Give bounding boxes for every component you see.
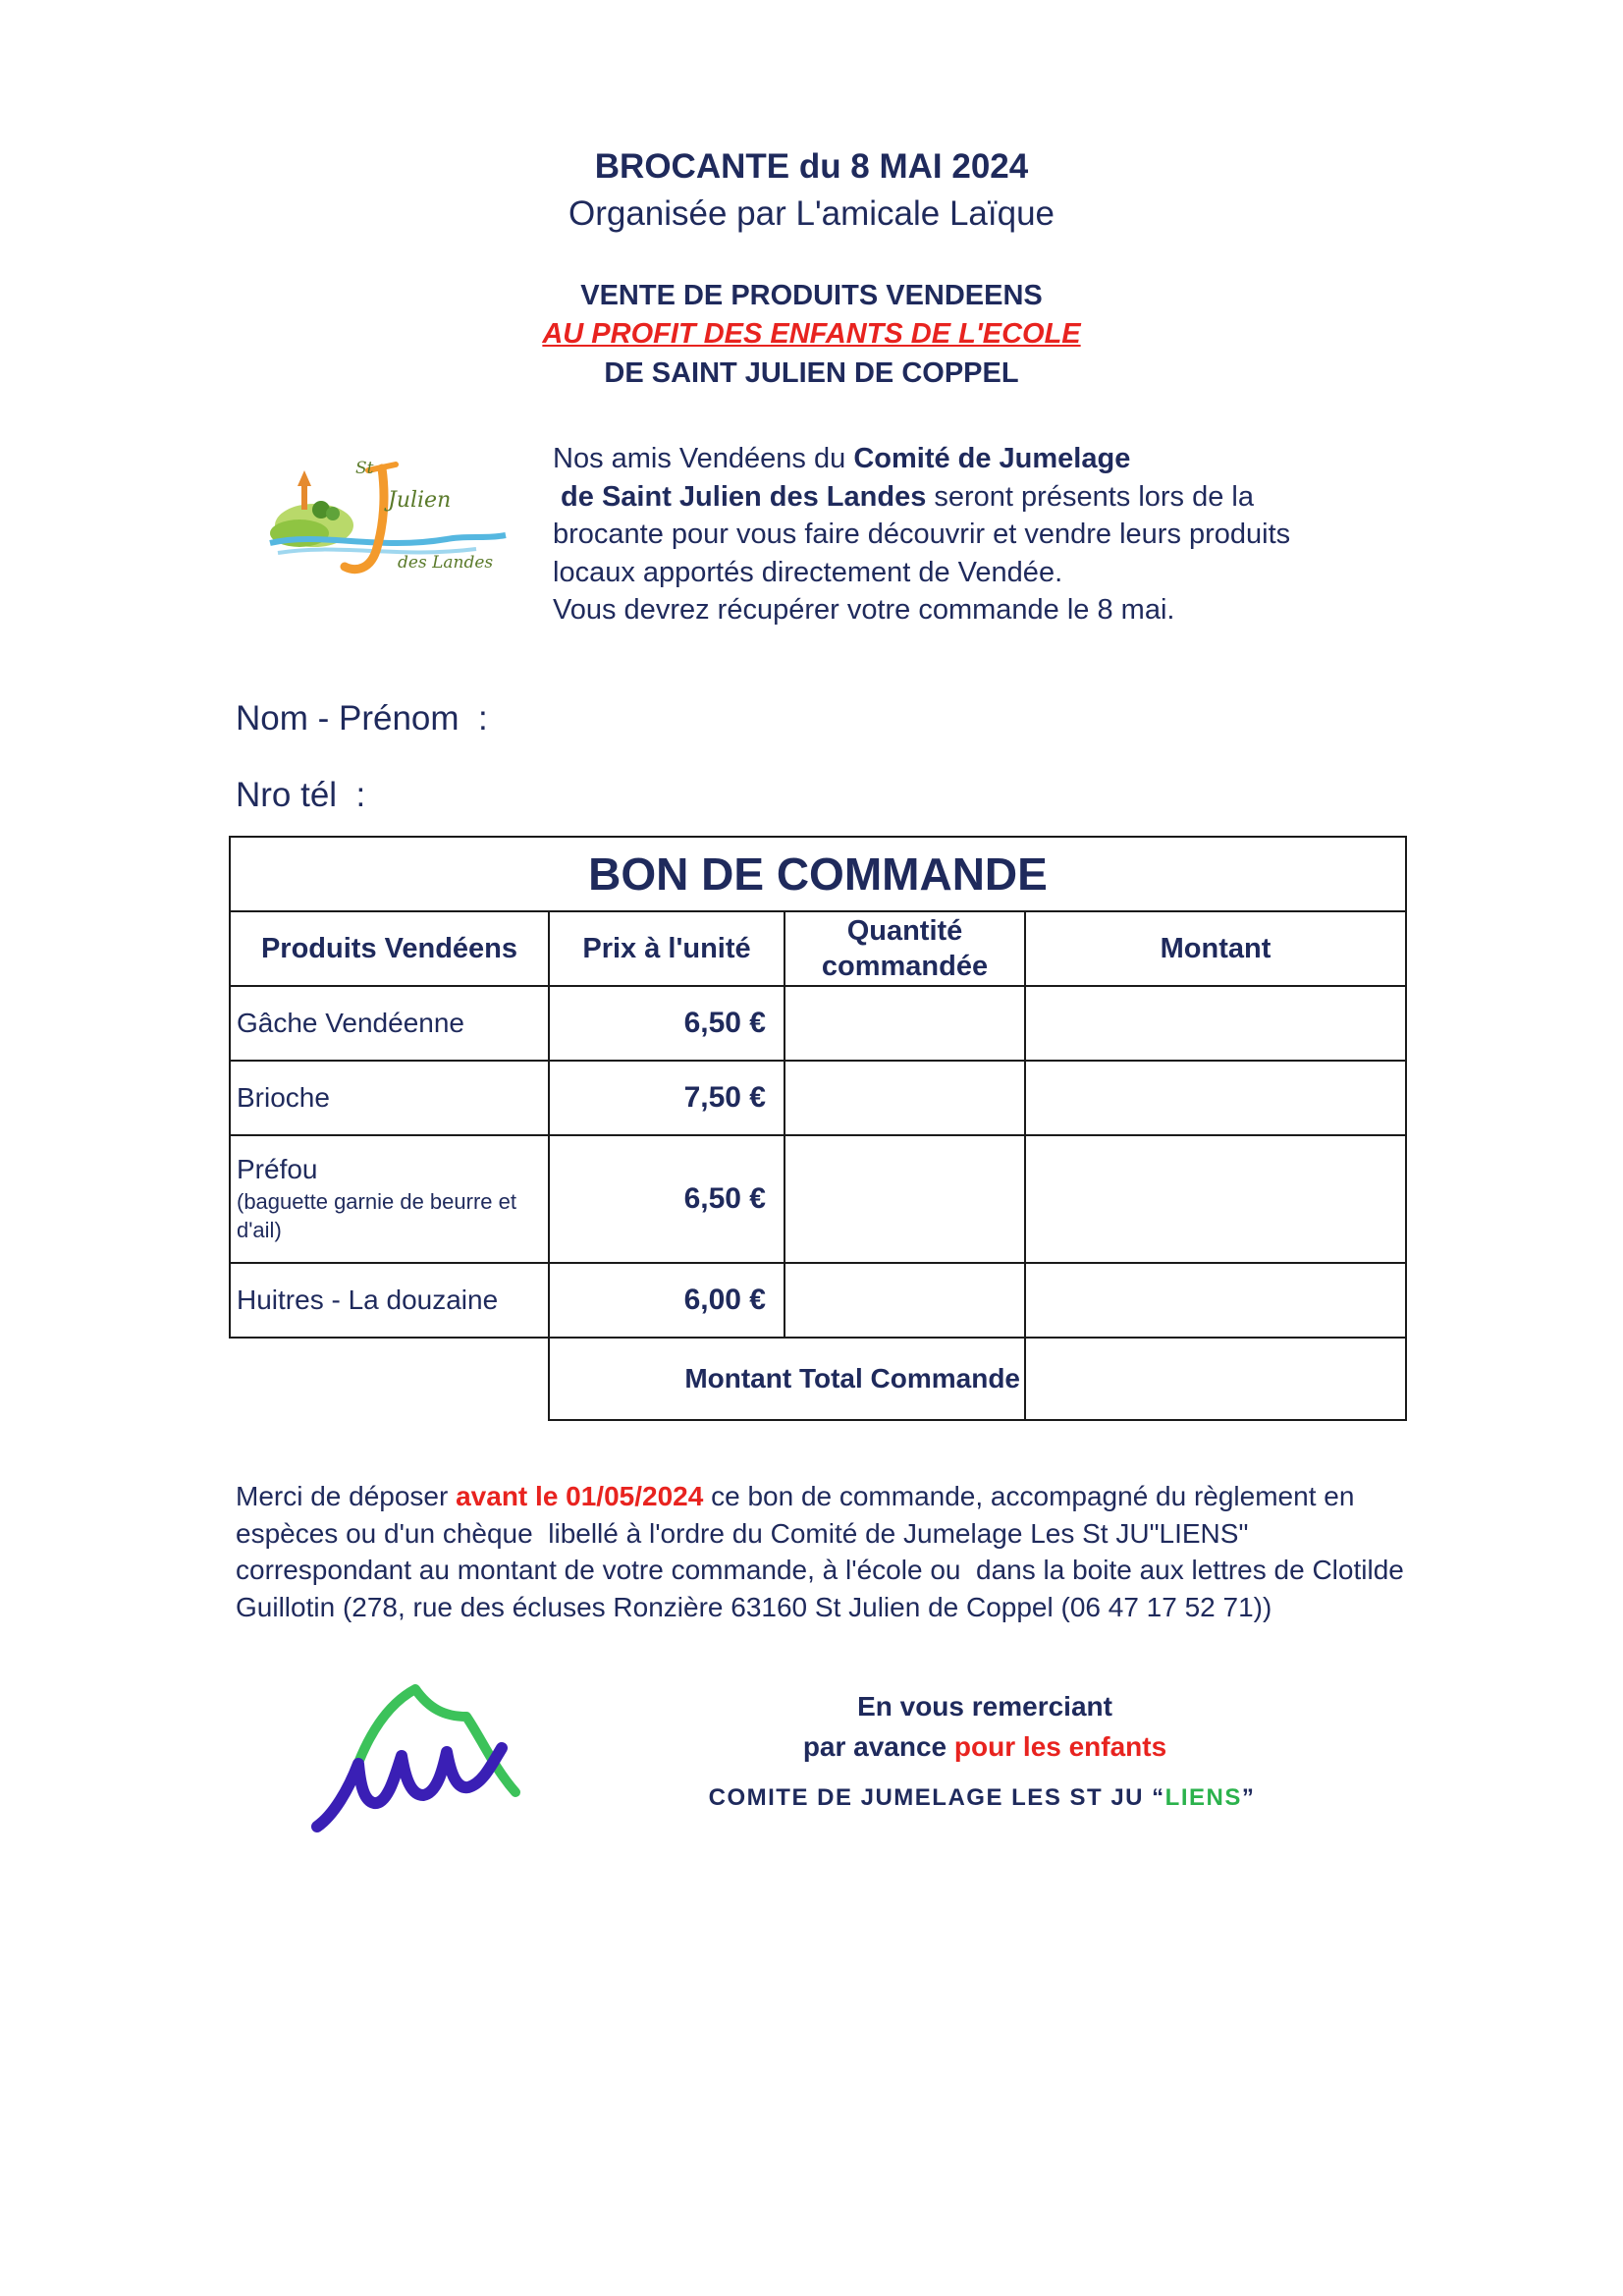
comite-text: COMITE DE JUMELAGE LES ST JU “: [708, 1784, 1165, 1811]
comite-signature: [609, 1784, 1355, 1812]
instructions-paragraph: [236, 1478, 1414, 1625]
order-header-row: [230, 911, 1406, 986]
intro-text: Nos amis Vendéens du: [553, 443, 854, 474]
product-detail: (baguette garnie de beurre et d'ail): [237, 1189, 516, 1242]
total-amount-cell[interactable]: [1025, 1338, 1406, 1420]
thanks-emphasis: pour les enfants: [953, 1731, 1167, 1762]
deadline-date: avant le 01/05/2024: [456, 1481, 704, 1511]
logo-text-landes: des Landes: [398, 553, 494, 573]
profit-line: AU PROFIT DES ENFANTS DE L'ECOLE: [542, 318, 1081, 350]
table-row: [230, 1135, 1406, 1263]
intro-line-4: locaux apportés directement de Vendée.: [553, 556, 1063, 588]
order-form-title-row: [230, 837, 1406, 911]
logo-text-julien: Julien: [388, 488, 452, 513]
col-header-quantity: [784, 911, 1025, 986]
col-header-product: Produits Vendéens: [230, 911, 549, 986]
comite-liens: LIENS: [1164, 1784, 1242, 1811]
intro-line-5: Vous devrez récupérer votre commande le 8 mai.: [553, 594, 1175, 626]
col-header-amount: Montant: [1025, 911, 1406, 986]
amount-cell[interactable]: [1025, 986, 1406, 1061]
comite-jumelage-logo: [309, 1679, 525, 1836]
unit-price: 6,50 €: [549, 1135, 784, 1263]
comite-quote: ”: [1241, 1784, 1256, 1811]
unit-price: 6,00 €: [549, 1263, 784, 1338]
col-header-quantity-line2: commandée: [821, 951, 989, 982]
col-header-price: Prix à l'unité: [549, 911, 784, 986]
school-line: DE SAINT JULIEN DE COPPEL: [604, 357, 1019, 389]
thanks-text: par avance: [802, 1731, 954, 1762]
name-field-label: Nom - Prénom :: [236, 699, 488, 738]
organizer-line: Organisée par L'amicale Laïque: [568, 194, 1055, 233]
amount-cell[interactable]: [1025, 1263, 1406, 1338]
total-row-spacer: [230, 1338, 549, 1420]
product-name: Gâche Vendéenne: [230, 986, 549, 1061]
thanks-line-2: [690, 1731, 1279, 1763]
quantity-cell[interactable]: [784, 1135, 1025, 1263]
instructions-text: ce bon de commande, accompagné du règlement en espèces ou d'un chèque libellé à l'ordre du Comité de Jumelage Les St JU"LIENS" correspondant au montant de votre commande, à l'école ou dans la boite aux lettres de Clotilde Guillotin (278, rue des écluses Ronzière 63160 St Julien de Coppel (06 47 17 52 71)): [236, 1481, 1412, 1622]
product-name: Brioche: [230, 1061, 549, 1135]
thanks-line-1: En vous remerciant: [857, 1691, 1112, 1722]
intro-paragraph: [553, 440, 1495, 629]
intro-line-1: [553, 440, 1495, 478]
table-row: [230, 1061, 1406, 1135]
intro-line-2: [553, 478, 1495, 517]
document-title: BROCANTE du 8 MAI 2024: [594, 147, 1029, 186]
table-row: [230, 986, 1406, 1061]
unit-price: 6,50 €: [549, 986, 784, 1061]
unit-price: 7,50 €: [549, 1061, 784, 1135]
product-name: Huitres - La douzaine: [230, 1263, 549, 1338]
logo-text-st: St: [355, 459, 374, 478]
instructions-text: Merci de déposer: [236, 1481, 457, 1511]
intro-emphasis: Comité de Jumelage: [853, 443, 1131, 474]
quantity-cell[interactable]: [784, 1263, 1025, 1338]
phone-field-label: Nro tél :: [236, 776, 366, 814]
table-row: [230, 1263, 1406, 1338]
intro-emphasis: de Saint Julien des Landes: [553, 480, 927, 513]
order-form-table: [229, 836, 1407, 1421]
total-row: [230, 1338, 1406, 1420]
intro-text: seront présents lors de la: [926, 480, 1254, 513]
quantity-cell[interactable]: [784, 986, 1025, 1061]
col-header-quantity-line1: Quantité: [846, 915, 963, 947]
amount-cell[interactable]: [1025, 1135, 1406, 1263]
order-form-title: BON DE COMMANDE: [230, 837, 1406, 911]
intro-line-3: brocante pour vous faire découvrir et vendre leurs produits: [553, 519, 1291, 550]
product-cell: [230, 1135, 549, 1263]
mountain-wave-logo-graphic: [309, 1679, 525, 1836]
sale-title: VENTE DE PRODUITS VENDEENS: [580, 280, 1043, 311]
quantity-cell[interactable]: [784, 1061, 1025, 1135]
total-label: Montant Total Commande: [549, 1338, 1025, 1420]
product-name: Préfou: [237, 1154, 318, 1184]
st-julien-des-landes-logo: [260, 457, 515, 584]
amount-cell[interactable]: [1025, 1061, 1406, 1135]
